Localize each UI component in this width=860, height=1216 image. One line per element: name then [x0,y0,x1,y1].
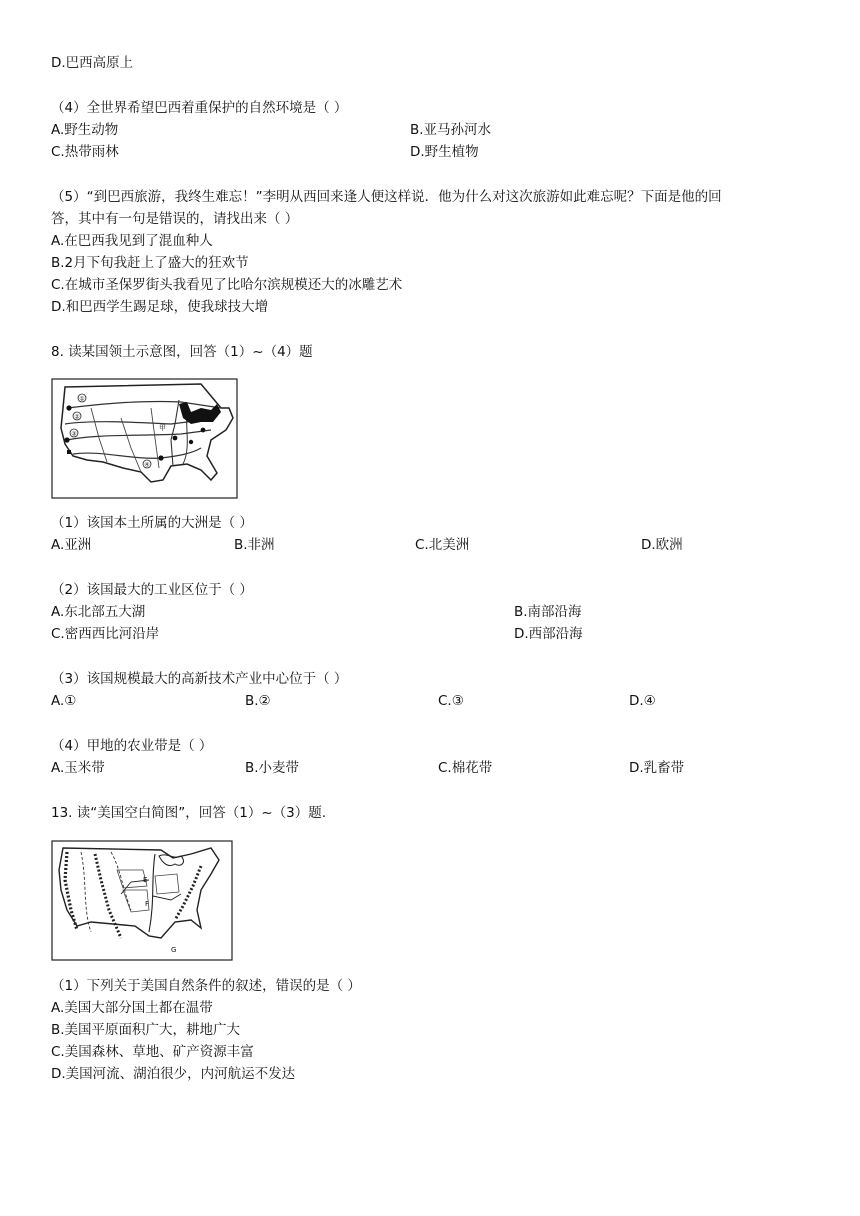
q8-4-option-a: A.玉米带 [51,760,105,776]
usa-blank-map [51,840,233,961]
q7-4-option-a: A.野生动物 [51,122,119,138]
map-label-jia: 甲 [159,424,166,432]
map-label-g: G [171,946,177,954]
q8-4-option-b: B.小麦带 [245,760,300,776]
q8-1-option-b: B.非洲 [234,537,275,553]
q7-4-option-b: B.亚马孙河水 [410,122,492,138]
q8-2-option-b: B.南部沿海 [514,604,582,620]
q13-1-option-a: A.美国大部分国土都在温带 [51,1000,213,1016]
q8-title: 8. 读某国领土示意图，回答（1）~（4）题 [51,344,313,360]
q8-2-stem: （2）该国最大的工业区位于（ ） [51,582,253,598]
map-label-3: ③ [71,430,77,438]
q8-4-options [51,757,811,779]
q7-3-option-d: D.巴西高原上 [51,55,134,71]
q8-4-stem: （4）甲地的农业带是（ ） [51,738,213,754]
q13-1-stem: （1）下列关于美国自然条件的叙述，错误的是（ ） [51,978,361,994]
q8-2-options-row1 [51,601,811,623]
q8-3-option-a: A.① [51,693,77,709]
country-territory-map [51,378,238,499]
q8-2-option-c: C.密西西比河沿岸 [51,626,160,642]
exam-page [51,52,811,1085]
q8-4-option-d: D.乳畜带 [629,760,685,776]
q7-5-option-d: D.和巴西学生踢足球，使我球技大增 [51,299,269,315]
q8-1-option-a: A.亚洲 [51,537,92,553]
q8-3-stem: （3）该国规模最大的高新技术产业中心位于（ ） [51,671,348,687]
q8-3-option-d: D.④ [629,693,656,709]
q7-4-options-row1 [51,119,811,141]
q7-5-option-b: B.2月下旬我赶上了盛大的狂欢节 [51,255,249,271]
q7-4-option-c: C.热带雨林 [51,144,119,160]
q8-3-option-b: B.② [245,693,271,709]
map-label-e: E [143,876,148,884]
q13-1-option-b: B.美国平原面积广大，耕地广大 [51,1022,241,1038]
q8-1-option-c: C.北美洲 [415,537,470,553]
q8-3-option-c: C.③ [438,693,464,709]
q8-1-option-d: D.欧洲 [641,537,683,553]
q8-2-option-a: A.东北部五大湖 [51,604,146,620]
q7-4-option-d: D.野生植物 [410,144,479,160]
q8-1-stem: （1）该国本土所属的大洲是（ ） [51,515,253,531]
q8-1-options [51,534,811,556]
q13-1-option-d: D.美国河流、湖泊很少，内河航运不发达 [51,1066,296,1082]
q8-4-option-c: C.棉花带 [438,760,493,776]
map-label-4: ④ [144,461,150,469]
q7-5-stem-line2: 答，其中有一句是错误的，请找出来（ ） [51,211,299,227]
q8-2-option-d: D.西部沿海 [514,626,583,642]
q7-5-option-a: A.在巴西我见到了混血种人 [51,233,213,249]
q13-1-option-c: C.美国森林、草地、矿产资源丰富 [51,1044,254,1060]
q13-title: 13. 读“美国空白简图”，回答（1）~（3）题. [51,805,327,821]
q7-5-stem-line1: （5）“到巴西旅游，我终生难忘！”李明从西回来逢人便这样说．他为什么对这次旅游如此难忘呢？下面是他的回 [51,189,722,205]
q8-2-options-row2 [51,623,811,645]
q8-3-options [51,690,811,712]
q7-4-stem: （4）全世界希望巴西着重保护的自然环境是（ ） [51,100,348,116]
q7-4-options-row2 [51,141,811,163]
map-label-2: ② [74,413,80,421]
map-label-f: F [145,900,150,908]
map-label-1: ① [79,395,85,403]
q7-5-option-c: C.在城市圣保罗街头我看见了比哈尔滨规模还大的冰雕艺术 [51,277,403,293]
